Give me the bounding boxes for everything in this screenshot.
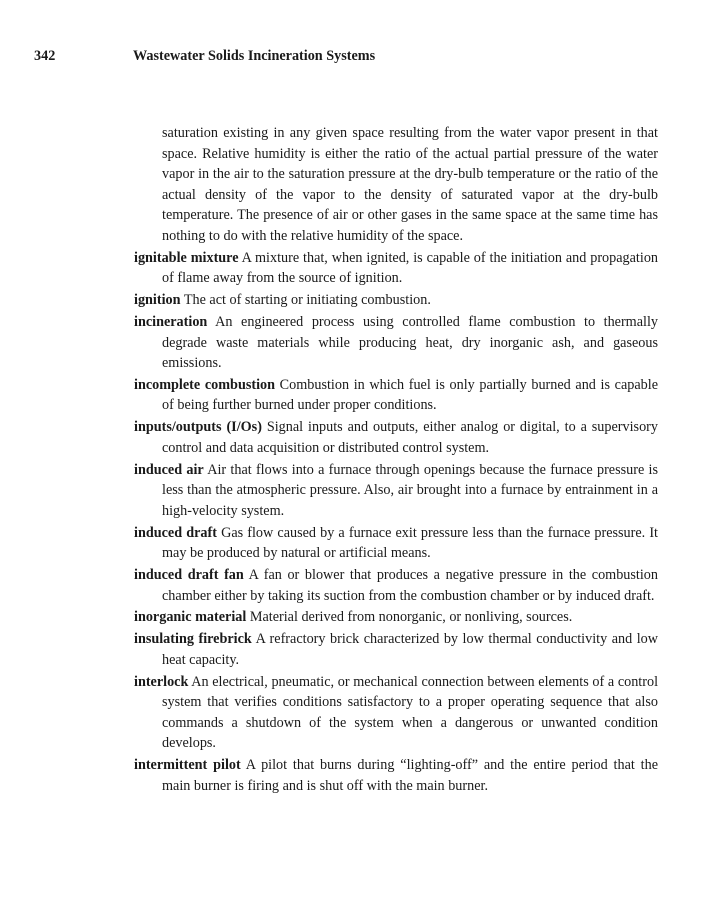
glossary-term: inputs/outputs (I/Os) — [134, 419, 262, 436]
glossary-term: intermittent pilot — [134, 757, 241, 774]
glossary-definition: Signal inputs and outputs, either analog or digital, to a supervisory control and data acquisition or distributed control system. — [162, 419, 658, 456]
glossary-entry — [134, 460, 658, 522]
glossary-definition: Air that flows into a furnace through openings because the furnace pressure is less than the atmospheric pressure. Also, air brought into a furnace by entrainment in a high-velocity system. — [162, 461, 659, 519]
glossary-term: inorganic material — [134, 609, 247, 626]
glossary-entry — [134, 290, 658, 311]
glossary-term: induced draft fan — [134, 566, 244, 583]
running-title: Wastewater Solids Incineration Systems — [133, 48, 376, 64]
glossary-content — [134, 123, 658, 796]
glossary-definition: An engineered process using controlled flame combustion to thermally degrade waste materials while producing heat, dry inorganic ash, and gaseous emissions. — [162, 313, 658, 372]
glossary-definition: A mixture that, when ignited, is capable of the initiation and propagation of flame away from the source of ignition. — [162, 249, 659, 287]
glossary-definition: An electrical, pneumatic, or mechanical connection between elements of a control system that verifies conditions satisfactory to a proper operating sequence that also commands a shutdown of the system when a dangerous or unwanted condition develops. — [162, 673, 659, 752]
glossary-entry — [134, 248, 658, 289]
glossary-entry — [134, 565, 658, 606]
glossary-entry — [134, 672, 658, 754]
page-header — [34, 48, 673, 68]
glossary-term: interlock — [134, 673, 189, 690]
glossary-term: induced air — [134, 461, 204, 478]
glossary-term: insulating firebrick — [134, 631, 252, 648]
glossary-definition: The act of starting or initiating combustion. — [183, 292, 431, 309]
glossary-definition: A pilot that burns during “lighting-off” and the entire period that the main burner is firing and is shut off with the main burner. — [162, 757, 658, 794]
glossary-term: induced draft — [134, 524, 217, 541]
glossary-definition: Gas flow caused by a furnace exit pressure less than the furnace pressure. It may be produced by natural or artificial means. — [162, 524, 658, 562]
glossary-entry — [134, 607, 658, 628]
glossary-entry — [134, 629, 658, 670]
glossary-entry — [134, 312, 658, 374]
glossary-term: incineration — [134, 313, 208, 330]
glossary-definition: Combustion in which fuel is only partially burned and is capable of being further burned under proper conditions. — [162, 376, 658, 414]
glossary-definition: Material derived from nonorganic, or nonliving, sources. — [249, 609, 573, 626]
glossary-term: ignition — [134, 292, 181, 309]
glossary-definition: A fan or blower that produces a negative pressure in the combustion chamber either by taking its suction from the combustion chamber or by induced draft. — [162, 566, 658, 604]
glossary-entry — [134, 375, 658, 416]
continued-definition: saturation existing in any given space resulting from the water vapor present in that space. Relative humidity is either the ratio of the actual partial pressure of the water vapor in the air to the saturation pressure at the dry-bulb temperature or the ratio of the actual density of the vapor to the density of saturated vapor at the dry-bulb temperature. The presence of air or other gases in the same space at the same time has nothing to do with the relative humidity of the space. — [162, 125, 658, 244]
glossary-term: incomplete combustion — [134, 376, 276, 393]
glossary-entry — [134, 755, 658, 796]
page-number: 342 — [34, 48, 56, 64]
glossary-term: ignitable mixture — [134, 249, 239, 266]
glossary-entry — [134, 523, 658, 564]
glossary-entry — [134, 417, 658, 458]
glossary-definition: A refractory brick characterized by low thermal conductivity and low heat capacity. — [162, 631, 659, 668]
